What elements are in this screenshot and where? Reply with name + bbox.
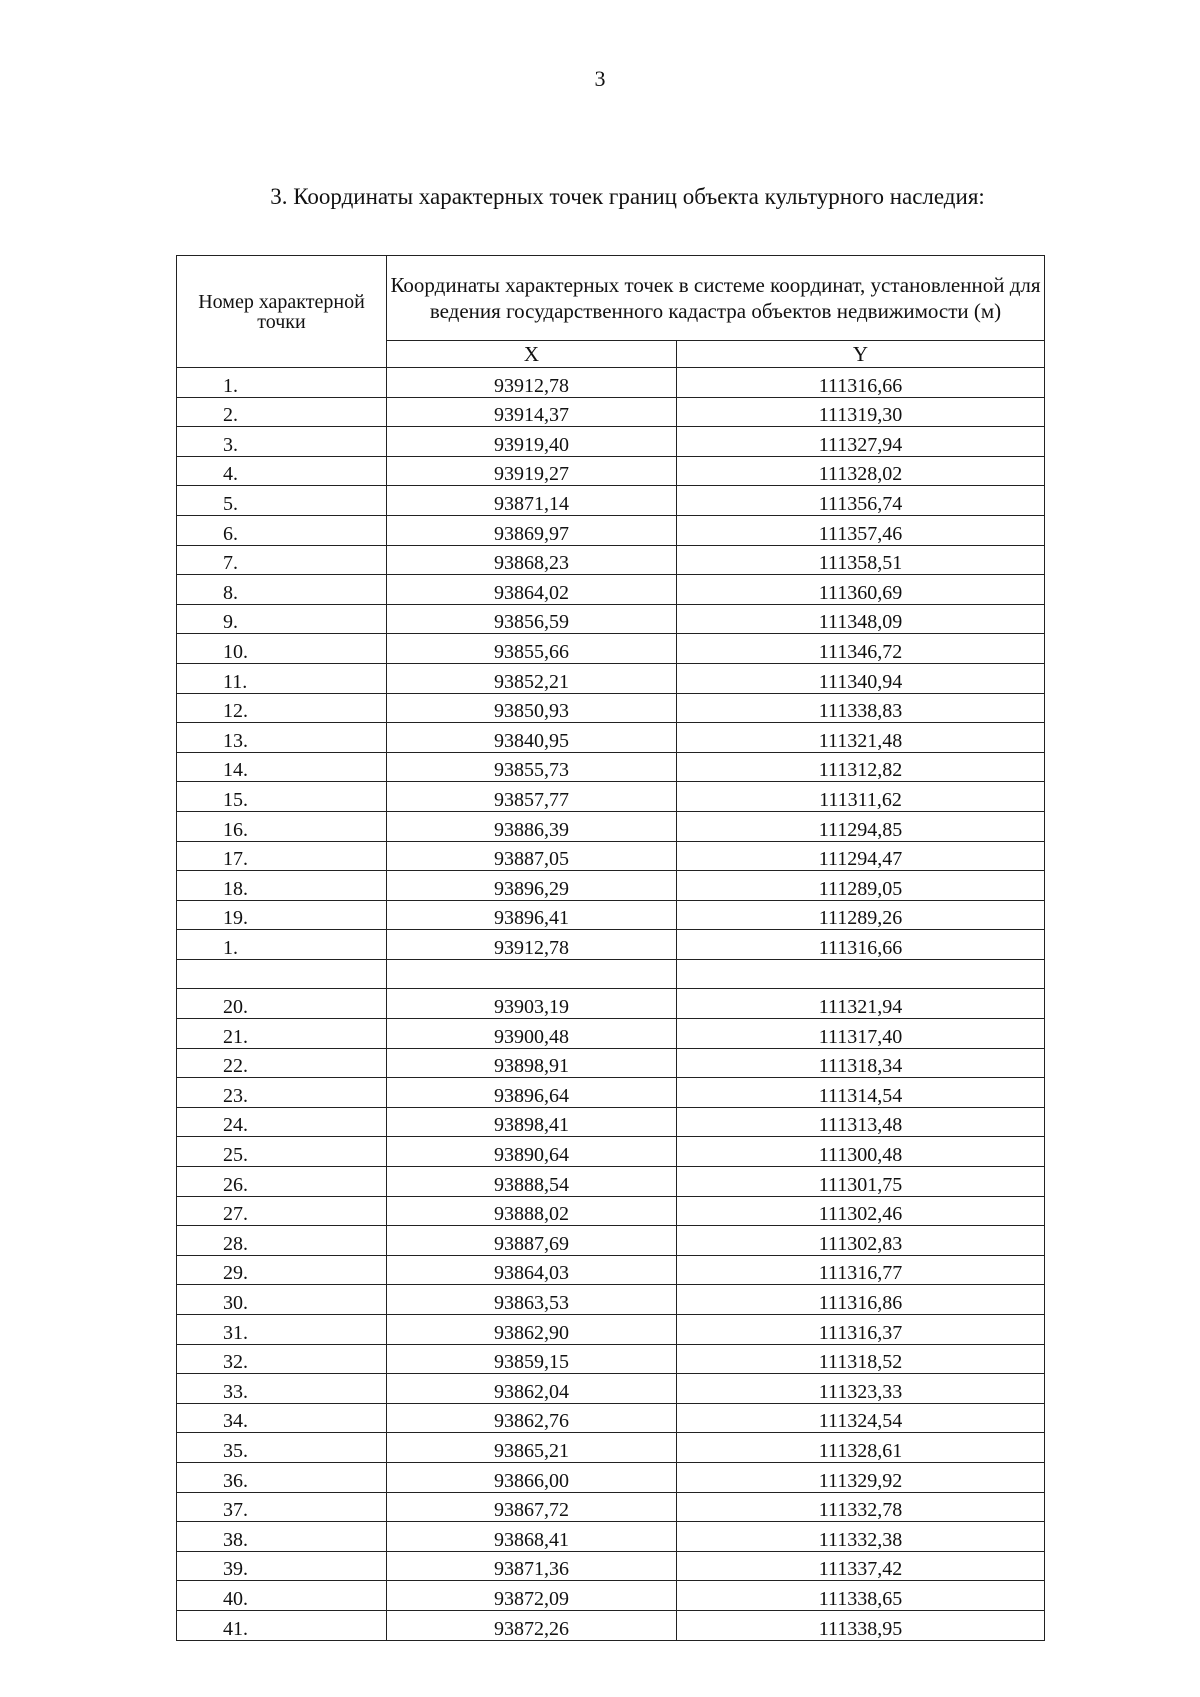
y-coordinate-cell: 111332,38: [677, 1522, 1045, 1552]
table-header-row: [177, 256, 1045, 341]
point-number-cell: 3.: [177, 427, 387, 457]
y-coordinate-cell: 111360,69: [677, 575, 1045, 605]
x-coordinate-cell: 93869,97: [387, 515, 677, 545]
y-coordinate-cell: 111318,34: [677, 1048, 1045, 1078]
y-coordinate-cell: 111356,74: [677, 486, 1045, 516]
y-coordinate-cell: 111316,66: [677, 930, 1045, 960]
y-coordinate-cell: 111300,48: [677, 1137, 1045, 1167]
x-coordinate-cell: 93871,36: [387, 1551, 677, 1581]
point-number-cell: 17.: [177, 841, 387, 871]
x-coordinate-cell: 93871,14: [387, 486, 677, 516]
point-number-cell: 32.: [177, 1344, 387, 1374]
point-number-cell: 13.: [177, 723, 387, 753]
table-row: [177, 989, 1045, 1019]
x-coordinate-cell: [387, 959, 677, 989]
point-number-cell: 4.: [177, 456, 387, 486]
x-coordinate-cell: 93862,90: [387, 1315, 677, 1345]
table-gap-row: [177, 959, 1045, 989]
y-coordinate-cell: 111332,78: [677, 1492, 1045, 1522]
table-body: [177, 368, 1045, 1641]
coordinate-system-header: Координаты характерных точек в системе координат, установленной для ведения государственного кадастра объектов недвижимости (м): [387, 256, 1045, 341]
y-coordinate-cell: 111348,09: [677, 604, 1045, 634]
table-row: [177, 1522, 1045, 1552]
point-number-cell: 30.: [177, 1285, 387, 1315]
y-coordinate-cell: 111302,83: [677, 1226, 1045, 1256]
table-row: [177, 1581, 1045, 1611]
y-coordinate-cell: 111312,82: [677, 752, 1045, 782]
y-coordinate-cell: 111321,94: [677, 989, 1045, 1019]
point-number-cell: 6.: [177, 515, 387, 545]
point-number-cell: 12.: [177, 693, 387, 723]
y-coordinate-cell: 111324,54: [677, 1403, 1045, 1433]
point-number-cell: 8.: [177, 575, 387, 605]
x-coordinate-cell: 93886,39: [387, 811, 677, 841]
point-number-cell: 21.: [177, 1019, 387, 1049]
table-row: [177, 1344, 1045, 1374]
point-number-cell: 28.: [177, 1226, 387, 1256]
y-coordinate-cell: 111294,85: [677, 811, 1045, 841]
point-number-cell: 16.: [177, 811, 387, 841]
y-coordinate-cell: 111301,75: [677, 1167, 1045, 1197]
x-coordinate-cell: 93868,41: [387, 1522, 677, 1552]
table-row: [177, 575, 1045, 605]
x-coordinate-cell: 93859,15: [387, 1344, 677, 1374]
point-number-cell: 24.: [177, 1107, 387, 1137]
table-row: [177, 693, 1045, 723]
table-row: [177, 1196, 1045, 1226]
x-coordinate-cell: 93872,09: [387, 1581, 677, 1611]
point-number-cell: 10.: [177, 634, 387, 664]
y-coordinate-cell: 111338,95: [677, 1610, 1045, 1640]
x-coordinate-cell: 93890,64: [387, 1137, 677, 1167]
y-coordinate-cell: 111316,37: [677, 1315, 1045, 1345]
y-coordinate-cell: 111357,46: [677, 515, 1045, 545]
point-number-cell: 27.: [177, 1196, 387, 1226]
coordinates-table: [176, 255, 1045, 1641]
y-coordinate-cell: 111311,62: [677, 782, 1045, 812]
x-coordinate-cell: 93896,41: [387, 900, 677, 930]
y-coordinate-cell: 111328,02: [677, 456, 1045, 486]
table-row: [177, 1610, 1045, 1640]
table-row: [177, 841, 1045, 871]
point-number-cell: 14.: [177, 752, 387, 782]
y-coordinate-cell: 111328,61: [677, 1433, 1045, 1463]
y-coordinate-cell: 111321,48: [677, 723, 1045, 753]
y-axis-header: Y: [677, 341, 1045, 368]
point-number-cell: 40.: [177, 1581, 387, 1611]
table-row: [177, 1403, 1045, 1433]
table-row: [177, 1137, 1045, 1167]
y-coordinate-cell: 111314,54: [677, 1078, 1045, 1108]
y-coordinate-cell: 111329,92: [677, 1462, 1045, 1492]
table-row: [177, 663, 1045, 693]
x-coordinate-cell: 93855,66: [387, 634, 677, 664]
x-coordinate-cell: 93898,41: [387, 1107, 677, 1137]
table-row: [177, 1374, 1045, 1404]
x-coordinate-cell: 93896,29: [387, 871, 677, 901]
point-number-cell: 19.: [177, 900, 387, 930]
table-row: [177, 930, 1045, 960]
point-number-cell: 38.: [177, 1522, 387, 1552]
table-row: [177, 1255, 1045, 1285]
x-coordinate-cell: 93840,95: [387, 723, 677, 753]
y-coordinate-cell: 111338,65: [677, 1581, 1045, 1611]
x-coordinate-cell: 93850,93: [387, 693, 677, 723]
y-coordinate-cell: 111338,83: [677, 693, 1045, 723]
table-row: [177, 871, 1045, 901]
x-coordinate-cell: 93863,53: [387, 1285, 677, 1315]
y-coordinate-cell: 111294,47: [677, 841, 1045, 871]
point-number-cell: 23.: [177, 1078, 387, 1108]
point-number-cell: 15.: [177, 782, 387, 812]
point-number-cell: 26.: [177, 1167, 387, 1197]
x-coordinate-cell: 93872,26: [387, 1610, 677, 1640]
point-number-cell: 37.: [177, 1492, 387, 1522]
point-number-cell: 18.: [177, 871, 387, 901]
x-coordinate-cell: 93912,78: [387, 930, 677, 960]
x-coordinate-cell: 93852,21: [387, 663, 677, 693]
x-coordinate-cell: 93898,91: [387, 1048, 677, 1078]
point-number-cell: 39.: [177, 1551, 387, 1581]
point-number-cell: 5.: [177, 486, 387, 516]
point-number-cell: 11.: [177, 663, 387, 693]
table-row: [177, 397, 1045, 427]
table-row: [177, 1315, 1045, 1345]
table-row: [177, 1167, 1045, 1197]
y-coordinate-cell: 111340,94: [677, 663, 1045, 693]
point-number-cell: 41.: [177, 1610, 387, 1640]
x-coordinate-cell: 93914,37: [387, 397, 677, 427]
table-row: [177, 1107, 1045, 1137]
x-coordinate-cell: 93888,54: [387, 1167, 677, 1197]
x-coordinate-cell: 93867,72: [387, 1492, 677, 1522]
table-row: [177, 368, 1045, 398]
x-coordinate-cell: 93912,78: [387, 368, 677, 398]
table-row: [177, 1078, 1045, 1108]
x-axis-header: X: [387, 341, 677, 368]
table-row: [177, 427, 1045, 457]
x-coordinate-cell: 93862,76: [387, 1403, 677, 1433]
y-coordinate-cell: 111302,46: [677, 1196, 1045, 1226]
point-number-cell: 1.: [177, 930, 387, 960]
table-row: [177, 1226, 1045, 1256]
y-coordinate-cell: [677, 959, 1045, 989]
table-row: [177, 1433, 1045, 1463]
x-coordinate-cell: 93857,77: [387, 782, 677, 812]
table-row: [177, 723, 1045, 753]
x-coordinate-cell: 93866,00: [387, 1462, 677, 1492]
x-coordinate-cell: 93865,21: [387, 1433, 677, 1463]
y-coordinate-cell: 111337,42: [677, 1551, 1045, 1581]
table-row: [177, 811, 1045, 841]
point-number-cell: [177, 959, 387, 989]
table-row: [177, 634, 1045, 664]
y-coordinate-cell: 111289,26: [677, 900, 1045, 930]
table-row: [177, 1048, 1045, 1078]
x-coordinate-cell: 93888,02: [387, 1196, 677, 1226]
page-number: 3: [594, 66, 606, 91]
point-number-cell: 33.: [177, 1374, 387, 1404]
x-coordinate-cell: 93855,73: [387, 752, 677, 782]
x-coordinate-cell: 93919,40: [387, 427, 677, 457]
y-coordinate-cell: 111358,51: [677, 545, 1045, 575]
y-coordinate-cell: 111346,72: [677, 634, 1045, 664]
table-row: [177, 545, 1045, 575]
x-coordinate-cell: 93900,48: [387, 1019, 677, 1049]
x-coordinate-cell: 93864,03: [387, 1255, 677, 1285]
x-coordinate-cell: 93919,27: [387, 456, 677, 486]
table-row: [177, 752, 1045, 782]
point-number-cell: 2.: [177, 397, 387, 427]
x-coordinate-cell: 93887,05: [387, 841, 677, 871]
y-coordinate-cell: 111289,05: [677, 871, 1045, 901]
point-number-cell: 22.: [177, 1048, 387, 1078]
x-coordinate-cell: 93856,59: [387, 604, 677, 634]
point-number-cell: 31.: [177, 1315, 387, 1345]
x-coordinate-cell: 93862,04: [387, 1374, 677, 1404]
section-heading: 3. Координаты характерных точек границ объекта культурного наследия:: [270, 184, 985, 209]
y-coordinate-cell: 111317,40: [677, 1019, 1045, 1049]
point-number-cell: 7.: [177, 545, 387, 575]
y-coordinate-cell: 111316,77: [677, 1255, 1045, 1285]
x-coordinate-cell: 93887,69: [387, 1226, 677, 1256]
table-row: [177, 900, 1045, 930]
y-coordinate-cell: 111323,33: [677, 1374, 1045, 1404]
point-number-cell: 25.: [177, 1137, 387, 1167]
point-number-header: Номер характерной точки: [177, 256, 387, 368]
table-row: [177, 1492, 1045, 1522]
y-coordinate-cell: 111318,52: [677, 1344, 1045, 1374]
y-coordinate-cell: 111319,30: [677, 397, 1045, 427]
y-coordinate-cell: 111316,66: [677, 368, 1045, 398]
x-coordinate-cell: 93868,23: [387, 545, 677, 575]
x-coordinate-cell: 93864,02: [387, 575, 677, 605]
table-row: [177, 782, 1045, 812]
x-coordinate-cell: 93896,64: [387, 1078, 677, 1108]
y-coordinate-cell: 111327,94: [677, 427, 1045, 457]
y-coordinate-cell: 111313,48: [677, 1107, 1045, 1137]
point-number-cell: 29.: [177, 1255, 387, 1285]
y-coordinate-cell: 111316,86: [677, 1285, 1045, 1315]
table-row: [177, 1551, 1045, 1581]
point-number-cell: 35.: [177, 1433, 387, 1463]
point-number-cell: 20.: [177, 989, 387, 1019]
point-number-cell: 34.: [177, 1403, 387, 1433]
point-number-cell: 36.: [177, 1462, 387, 1492]
point-number-cell: 1.: [177, 368, 387, 398]
x-coordinate-cell: 93903,19: [387, 989, 677, 1019]
table-row: [177, 486, 1045, 516]
table-row: [177, 1462, 1045, 1492]
point-number-cell: 9.: [177, 604, 387, 634]
table-row: [177, 1019, 1045, 1049]
table-row: [177, 456, 1045, 486]
table-row: [177, 515, 1045, 545]
table-row: [177, 1285, 1045, 1315]
table-row: [177, 604, 1045, 634]
